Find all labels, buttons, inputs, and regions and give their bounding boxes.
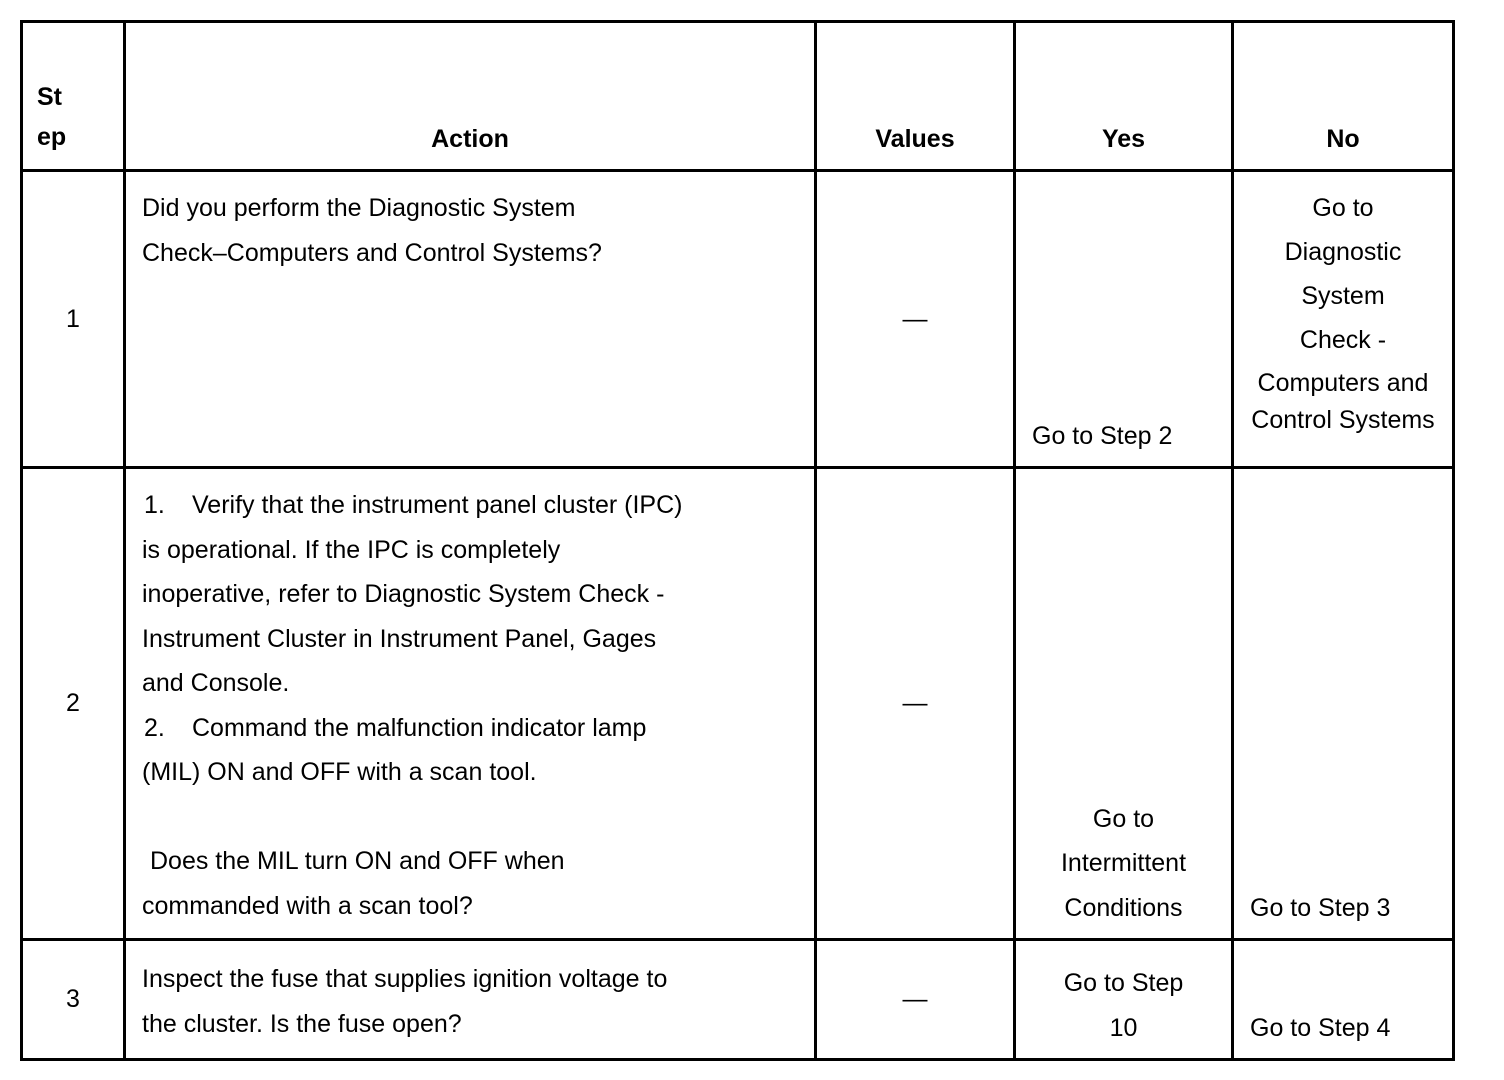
action-line: Did you perform the Diagnostic System bbox=[142, 194, 576, 222]
header-step-line: St bbox=[37, 83, 62, 111]
list-number: 2. bbox=[144, 713, 165, 742]
no-cell[interactable] bbox=[1233, 468, 1454, 940]
action-line bbox=[142, 706, 802, 751]
no-line[interactable]: System bbox=[1301, 282, 1385, 310]
yes-cell[interactable] bbox=[1015, 468, 1233, 940]
header-yes: Yes bbox=[1015, 22, 1233, 171]
header-values: Values bbox=[816, 22, 1015, 171]
header-step bbox=[22, 22, 125, 171]
no-line[interactable]: Check - bbox=[1299, 326, 1387, 354]
header-row bbox=[22, 22, 1454, 171]
action-line: inoperative, refer to Diagnostic System Check - bbox=[142, 580, 665, 608]
table-row bbox=[22, 940, 1454, 1060]
values-cell: — bbox=[816, 468, 1015, 940]
header-step-line: ep bbox=[37, 123, 67, 151]
table-row bbox=[22, 468, 1454, 940]
no-cell[interactable] bbox=[1233, 940, 1454, 1060]
yes-link[interactable]: Go to Step 2 bbox=[1032, 421, 1173, 450]
no-line[interactable]: Computers and bbox=[1257, 369, 1429, 397]
yes-line[interactable]: 10 bbox=[1109, 1013, 1138, 1042]
no-link[interactable]: Go to Step 3 bbox=[1250, 893, 1391, 922]
yes-line[interactable]: Intermittent bbox=[1060, 849, 1187, 877]
values-cell: — bbox=[816, 171, 1015, 468]
diagnostic-table bbox=[20, 20, 1455, 1061]
action-line: the cluster. Is the fuse open? bbox=[142, 1009, 462, 1038]
no-line[interactable]: Control Systems bbox=[1251, 406, 1435, 434]
action-text: Command the malfunction indicator lamp bbox=[192, 713, 647, 742]
step-number: 1 bbox=[22, 171, 125, 468]
action-line bbox=[142, 483, 802, 528]
action-line: Inspect the fuse that supplies ignition voltage to bbox=[142, 965, 668, 993]
action-line: (MIL) ON and OFF with a scan tool. bbox=[142, 758, 537, 786]
no-line[interactable]: Go to bbox=[1312, 194, 1374, 222]
header-action: Action bbox=[125, 22, 816, 171]
no-link[interactable]: Go to Step 4 bbox=[1250, 1013, 1391, 1042]
action-line: Check–Computers and Control Systems? bbox=[142, 238, 602, 267]
yes-line[interactable]: Go to Step bbox=[1063, 969, 1184, 997]
action-line: and Console. bbox=[142, 669, 290, 697]
header-no: No bbox=[1233, 22, 1454, 171]
step-number: 2 bbox=[22, 468, 125, 940]
no-line[interactable]: Diagnostic bbox=[1284, 238, 1402, 266]
yes-cell[interactable] bbox=[1015, 171, 1233, 468]
action-question: Does the MIL turn ON and OFF when bbox=[150, 847, 565, 875]
yes-line[interactable]: Go to bbox=[1092, 804, 1155, 833]
values-cell: — bbox=[816, 940, 1015, 1060]
spacer bbox=[142, 795, 802, 840]
action-cell bbox=[125, 940, 816, 1060]
list-number: 1. bbox=[144, 491, 165, 519]
action-cell bbox=[125, 171, 816, 468]
action-cell bbox=[125, 468, 816, 940]
yes-cell[interactable] bbox=[1015, 940, 1233, 1060]
table-row bbox=[22, 171, 1454, 468]
action-line: Instrument Cluster in Instrument Panel, Gages bbox=[142, 624, 657, 653]
step-number: 3 bbox=[22, 940, 125, 1060]
no-cell[interactable] bbox=[1233, 171, 1454, 468]
yes-line[interactable]: Conditions bbox=[1064, 893, 1183, 922]
action-line: is operational. If the IPC is completely bbox=[142, 535, 561, 564]
action-question: commanded with a scan tool? bbox=[142, 891, 473, 920]
action-text: Verify that the instrument panel cluster (IPC) bbox=[192, 491, 683, 519]
